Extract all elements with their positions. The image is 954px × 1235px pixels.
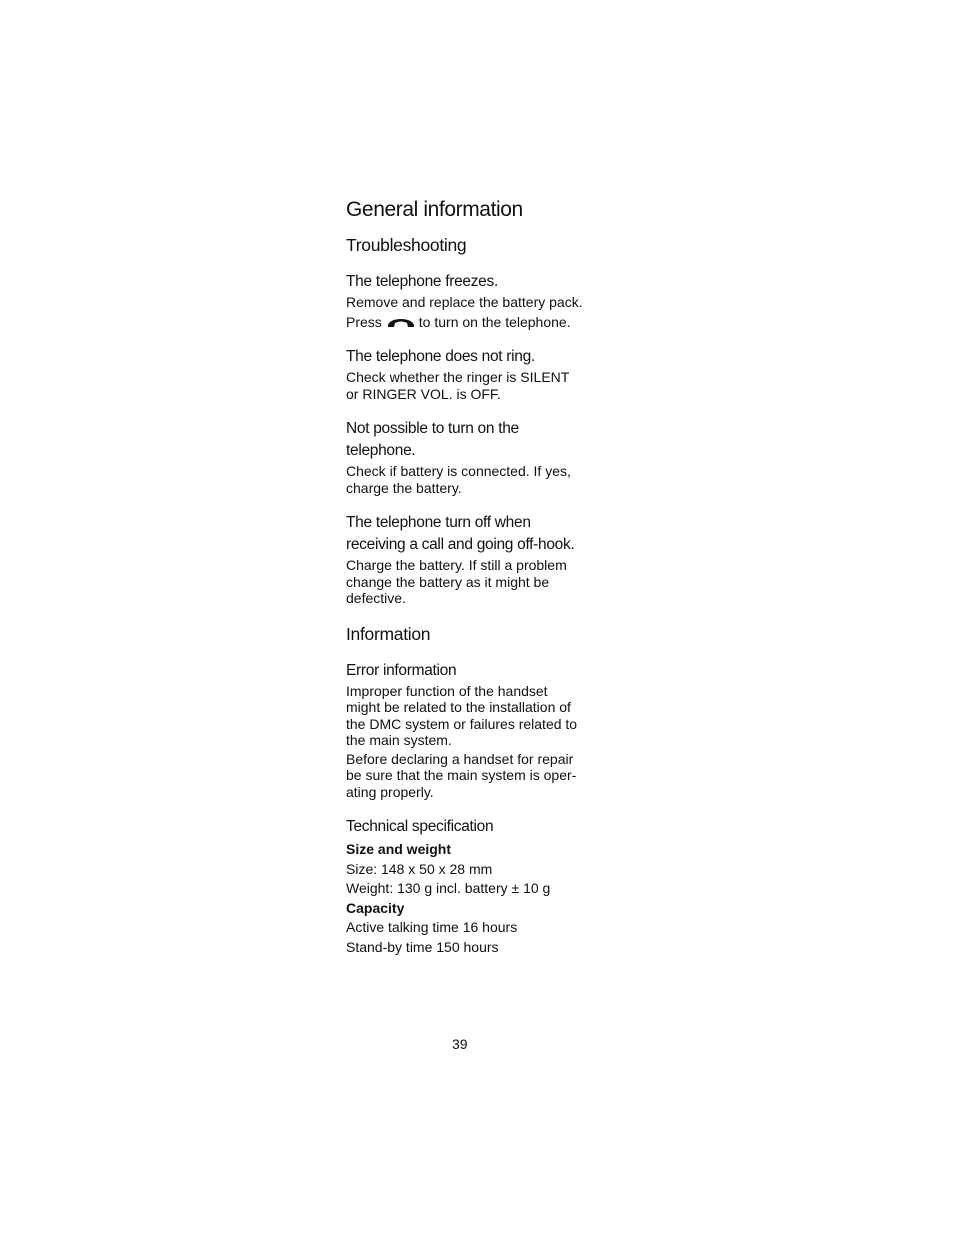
issue-text: charge the battery. — [346, 479, 462, 496]
page-title: General information — [346, 198, 523, 221]
standby-time-value: Stand-by time 150 hours — [346, 938, 499, 955]
size-weight-heading: Size and weight — [346, 841, 452, 857]
talk-time-value: Active talking time 16 hours — [346, 919, 518, 935]
error-text: be sure that the main system is oper- — [346, 767, 577, 783]
issue-title: telephone. — [346, 442, 416, 459]
issue-text: Check whether the ringer is SILENT — [346, 369, 570, 385]
error-text: Improper function of the handset — [346, 682, 548, 699]
issue-title: The telephone does not ring. — [346, 348, 535, 365]
turn-on-label: to turn on the telephone. — [418, 313, 571, 330]
issue-text: Remove and replace the battery pack. — [346, 294, 583, 310]
section-information-heading: Information — [346, 623, 431, 644]
issue-no-ring — [346, 347, 616, 402]
issue-text: change the battery as it might be — [346, 573, 550, 590]
issue-title: The telephone turn off when — [346, 514, 531, 531]
issue-freezes — [346, 272, 616, 330]
capacity-heading: Capacity — [346, 899, 405, 916]
error-text: the main system. — [346, 732, 452, 748]
issue-title: Not possible to turn on the — [346, 420, 519, 437]
size-value: Size: 148 x 50 x 28 mm — [346, 860, 493, 877]
error-information — [346, 661, 616, 801]
issue-title: receiving a call and going off-hook. — [346, 536, 575, 553]
issue-text: Charge the battery. If still a problem — [346, 557, 567, 573]
issue-text — [346, 314, 616, 331]
issue-title: The telephone freezes. — [346, 273, 498, 290]
content-column — [346, 198, 616, 957]
issue-no-power — [346, 419, 616, 496]
error-text: ating properly. — [346, 783, 434, 800]
phone-offhook-icon — [386, 315, 416, 327]
weight-value: Weight: 130 g incl. battery ± 10 g — [346, 880, 551, 896]
issue-text: or RINGER VOL. is OFF. — [346, 385, 501, 402]
page-number: 39 — [452, 1036, 468, 1052]
issue-text: Check if battery is connected. If yes, — [346, 463, 571, 479]
tech-spec-heading: Technical specification — [346, 818, 494, 835]
press-label: Press — [346, 313, 382, 330]
section-troubleshooting-heading: Troubleshooting — [346, 235, 467, 255]
error-text: Before declaring a handset for repair — [346, 750, 574, 767]
technical-specification — [346, 817, 616, 957]
error-text: might be related to the installation of — [346, 699, 571, 715]
issue-turn-off — [346, 513, 616, 607]
error-text: the DMC system or failures related to — [346, 715, 578, 732]
issue-text: defective. — [346, 590, 406, 606]
error-information-heading: Error information — [346, 661, 457, 679]
